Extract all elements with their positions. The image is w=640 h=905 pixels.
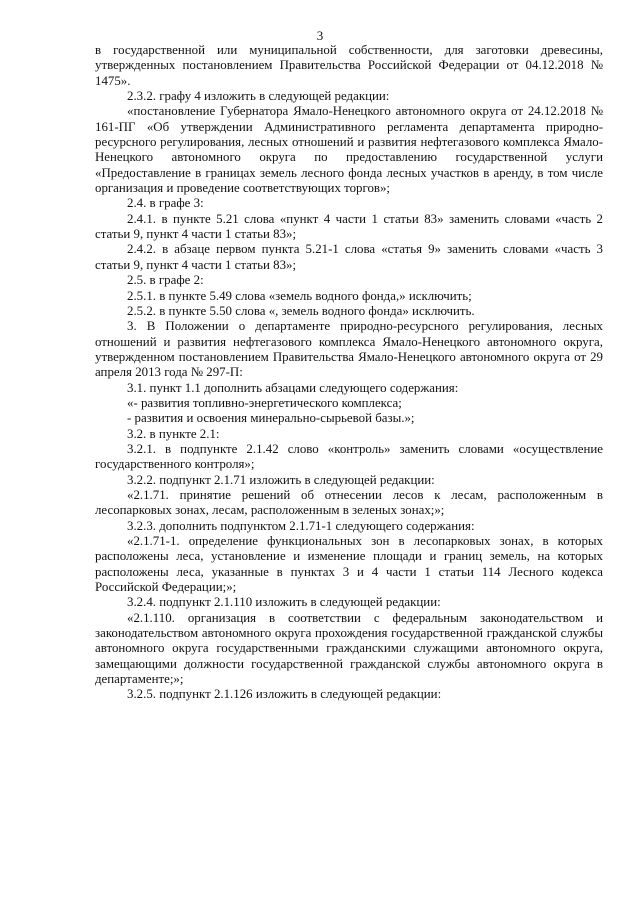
paragraph: «2.1.110. организация в соответствии с федеральным законодательством и законодательством автономного округа прохождения государственной гражданской службы автономного округа государственными гражданскими служащими автономного округа, замещающими должности государственной гражданской службы автономного округа в департаменте;»; — [95, 610, 603, 687]
document-body — [95, 43, 603, 703]
paragraph: 3.2.4. подпункт 2.1.110 изложить в следующей редакции: — [127, 595, 441, 610]
paragraph: 2.4.1. в пункте 5.21 слова «пункт 4 части 1 статьи 83» заменить словами «часть 2 статьи 9, пункт 4 части 1 статьи 83»; — [95, 211, 603, 242]
paragraph: 3.2.3. дополнить подпунктом 2.1.71-1 следующего содержания: — [127, 518, 475, 533]
paragraph: 3.1. пункт 1.1 дополнить абзацами следующего содержания: — [127, 380, 459, 395]
page-number: 3 — [316, 28, 324, 43]
paragraph: 3.2.1. в подпункте 2.1.42 слово «контроль» заменить словами «осуществление государственного контроля»; — [95, 441, 603, 472]
paragraph: 2.5.1. в пункте 5.49 слова «земель водного фонда,» исключить; — [127, 288, 472, 303]
paragraph: 3.2.2. подпункт 2.1.71 изложить в следующей редакции: — [127, 472, 435, 487]
paragraph: в государственной или муниципальной собственности, для заготовки древесины, утвержденных постановлением Правительства Российской Федерации от 04.12.2018 № 1475». — [95, 43, 603, 88]
paragraph: 2.3.2. графу 4 изложить в следующей редакции: — [127, 89, 390, 104]
paragraph: «2.1.71. принятие решений об отнесении лесов к лесам, расположенным в лесопарковых зонах, лесам, расположенным в зеленых зонах;»; — [95, 487, 603, 518]
paragraph: 2.5. в графе 2: — [127, 273, 204, 288]
paragraph: - развития и освоения минерально-сырьевой базы.»; — [127, 411, 415, 426]
paragraph: «постановление Губернатора Ямало-Ненецкого автономного округа от 24.12.2018 № 161-ПГ «Об утверждении Административного регламента департамента природно-ресурсного регулирования, лесных отношений и развития нефтегазового комплекса Ямало-Ненецкого автономного округа по предоставлению государственной услуги «Предоставление в границах земель лесного фонда лесных участков в аренду, в том числе организация и проведение соответствующих торгов»; — [95, 104, 603, 196]
paragraph: «2.1.71-1. определение функциональных зон в лесопарковых зонах, в которых расположены леса, установление и изменение площади и границ земель, на которых расположены леса, указанные в пунктах 3 и 4 части 1 статьи 114 Лесного кодекса Российской Федерации;»; — [95, 534, 603, 595]
paragraph: 3.2. в пункте 2.1: — [127, 426, 220, 441]
paragraph: 3.2.5. подпункт 2.1.126 изложить в следующей редакции: — [127, 687, 442, 702]
paragraph: 2.5.2. в пункте 5.50 слова «, земель водного фонда» исключить. — [127, 303, 475, 318]
paragraph: 2.4.2. в абзаце первом пункта 5.21-1 слова «статья 9» заменить словами «часть 3 статьи 9, пункт 4 части 1 статьи 83»; — [95, 242, 603, 272]
paragraph: 3. В Положении о департаменте природно-ресурсного регулирования, лесных отношений и развития нефтегазового комплекса Ямало-Ненецкого автономного округа, утвержденном постановлением Правительства Ямало-Ненецкого автономного округа от 29 апреля 2013 года № 297-П: — [95, 319, 603, 380]
paragraph: «- развития топливно-энергетического комплекса; — [127, 395, 402, 410]
paragraph: 2.4. в графе 3: — [127, 196, 204, 211]
